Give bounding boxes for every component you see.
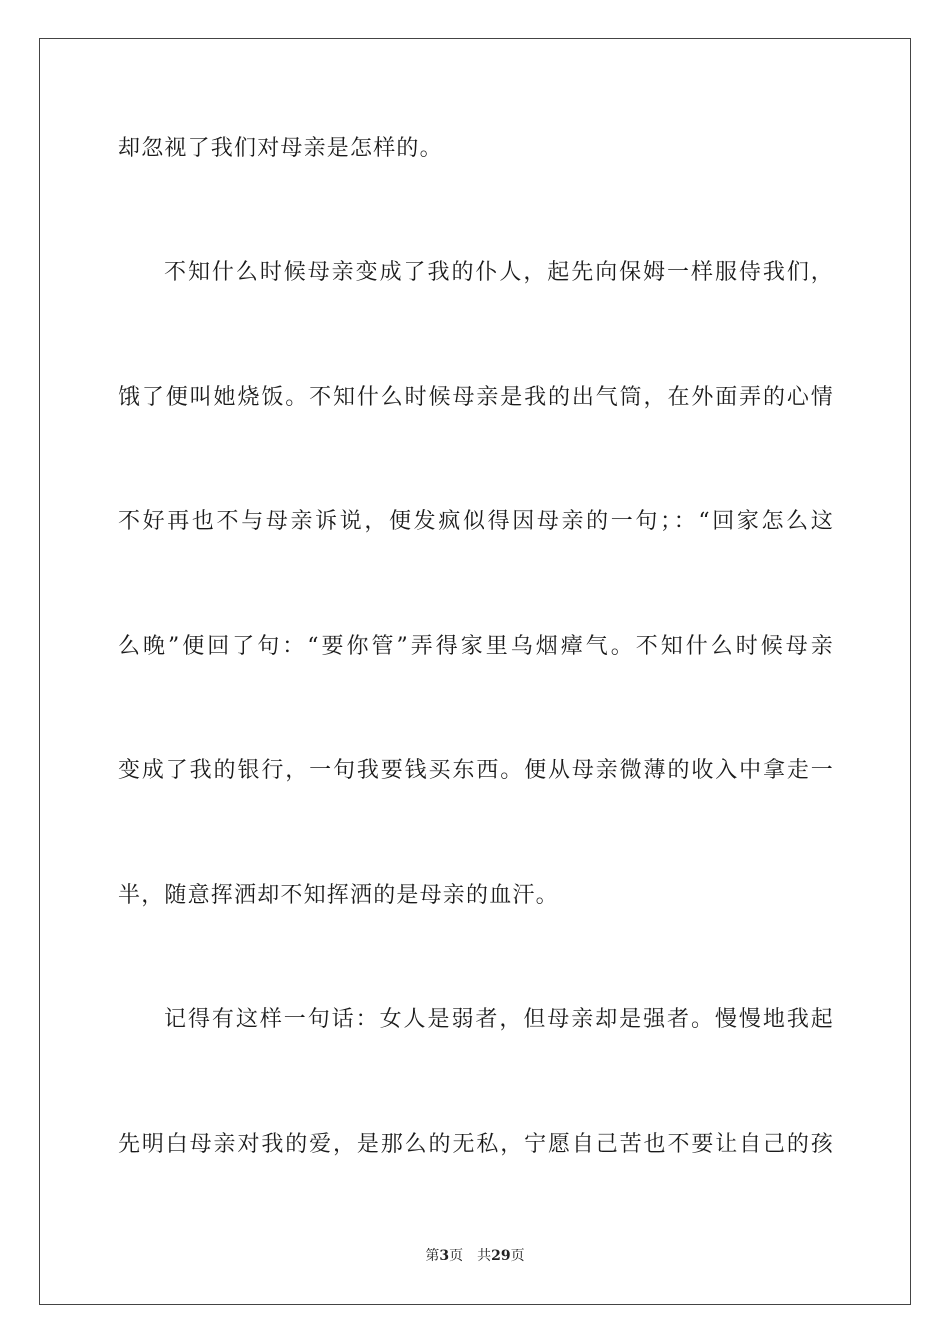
text-line-5: 么晚”便回了句：“要你管”弄得家里乌烟瘴气。不知什么时候母亲 (118, 634, 834, 659)
text-line-1: 却忽视了我们对母亲是怎样的。 (118, 136, 443, 161)
page-border (39, 38, 911, 1305)
footer-total-suffix: 页 (510, 1248, 525, 1264)
footer-page-prefix: 第 (425, 1248, 440, 1264)
footer-page-suffix: 页 (449, 1248, 464, 1264)
footer-total-pages: 29 (491, 1248, 511, 1264)
text-line-7: 半，随意挥洒却不知挥洒的是母亲的血汗。 (118, 883, 559, 908)
text-line-4: 不好再也不与母亲诉说，便发疯似得因母亲的一句；：“回家怎么这 (118, 509, 834, 534)
text-line-3: 饿了便叫她烧饭。不知什么时候母亲是我的出气筒，在外面弄的心情 (118, 385, 834, 410)
page-footer (0, 1246, 950, 1266)
text-line-9: 先明白母亲对我的爱，是那么的无私，宁愿自己苦也不要让自己的孩 (118, 1132, 834, 1157)
footer-total-prefix: 共 (477, 1248, 492, 1264)
text-line-8: 记得有这样一句话：女人是弱者，但母亲却是强者。慢慢地我起 (164, 1007, 834, 1032)
footer-page-number: 3 (439, 1248, 450, 1264)
text-line-2: 不知什么时候母亲变成了我的仆人，起先向保姆一样服侍我们， (164, 260, 834, 285)
text-line-6: 变成了我的银行，一句我要钱买东西。便从母亲微薄的收入中拿走一 (118, 758, 834, 783)
